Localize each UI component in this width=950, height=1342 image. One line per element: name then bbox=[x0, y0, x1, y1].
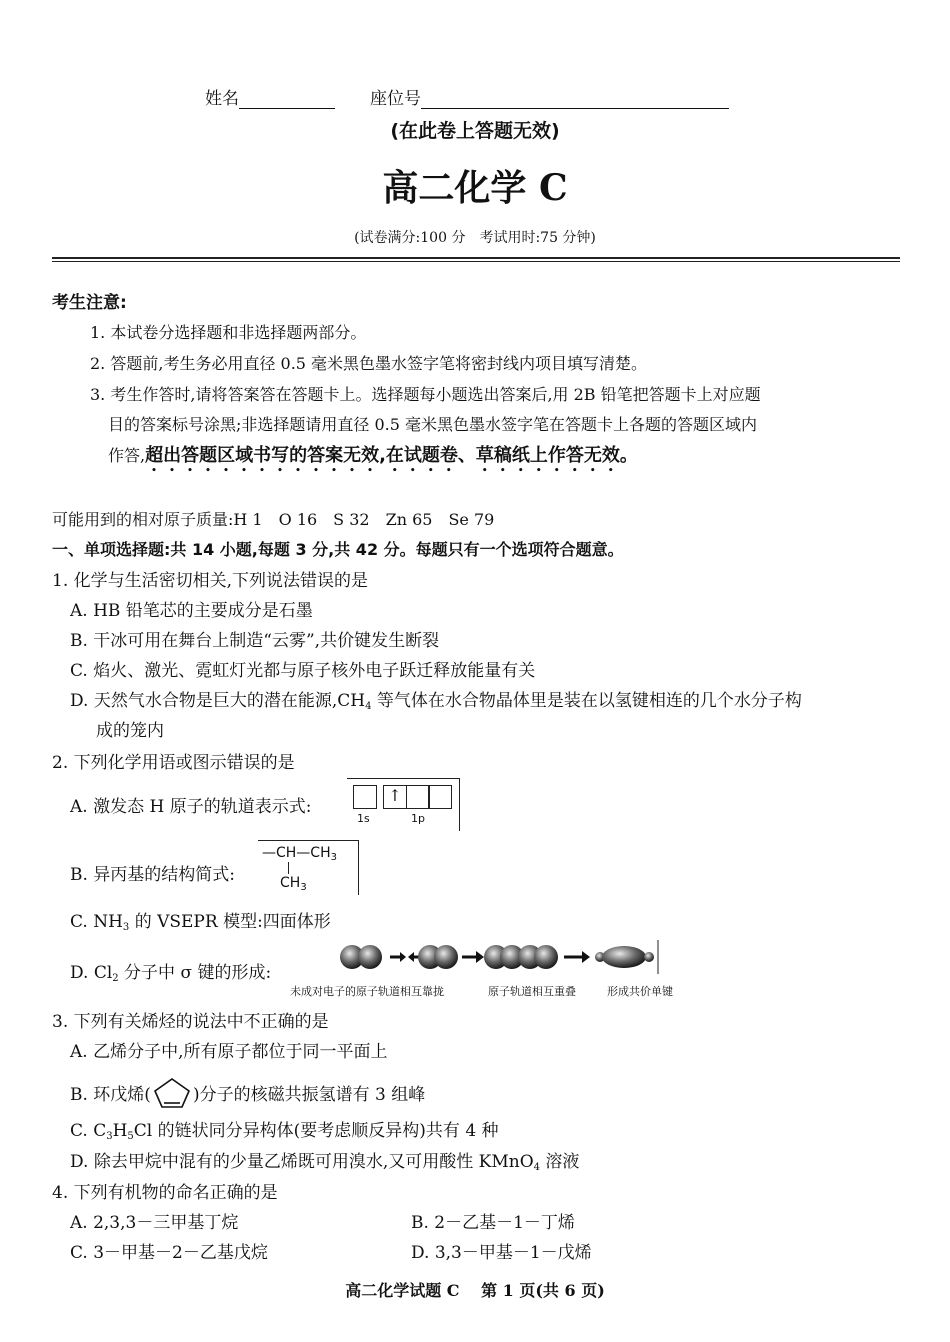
q3-b-pre: B. 环戊烯( bbox=[70, 1085, 151, 1105]
q1-option-d-line2: 成的笼内 bbox=[96, 721, 164, 741]
name-label: 姓名 bbox=[205, 89, 239, 109]
orbital-box-1s bbox=[353, 785, 377, 809]
q3-c-mid: H bbox=[112, 1121, 128, 1141]
q1-d-pre: D. 天然气水合物是巨大的潜在能源,CH bbox=[70, 691, 366, 711]
q2-option-c bbox=[70, 907, 331, 933]
q4-option-b: B. 2－乙基－1－丁烯 bbox=[411, 1213, 575, 1233]
orbital-label-1s: 1s bbox=[357, 812, 370, 825]
q3-c-pre: C. C bbox=[70, 1121, 107, 1141]
page-footer: 高二化学试题 C 第 1 页(共 6 页) bbox=[345, 1281, 605, 1300]
up-arrow-icon: ↑ bbox=[388, 786, 402, 805]
isopropyl-bottom-sub: 3 bbox=[300, 882, 307, 893]
q3-d-pre: D. 除去甲烷中混有的少量乙烯既可用溴水,又可用酸性 KMnO bbox=[70, 1152, 534, 1172]
q3-c-sub1: 3 bbox=[106, 1131, 113, 1142]
orbitals-approaching bbox=[340, 945, 422, 969]
q1-option-a: A. HB 铅笔芯的主要成分是石墨 bbox=[70, 601, 313, 621]
instruction-item-3-line2: 目的答案标号涂黑;非选择题请用直径 0.5 毫米黑色墨水签字笔在答题卡上各题的答题区域内 bbox=[108, 415, 758, 434]
orbital-boxes-1p bbox=[383, 785, 452, 809]
q2-option-b: B. 异丙基的结构简式: bbox=[70, 865, 236, 885]
q1-option-c: C. 焰火、激光、霓虹灯光都与原子核外电子跃迁释放能量有关 bbox=[70, 661, 536, 681]
q2-c-post: 的 VSEPR 模型:四面体形 bbox=[129, 912, 331, 932]
instruction-item-3-line1: 3. 考生作答时,请将答案答在答题卡上。选择题每小题选出答案后,用 2B 铅笔把答题卡上对应题 bbox=[90, 385, 761, 404]
q4-option-d: D. 3,3－甲基－1－戊烯 bbox=[411, 1243, 592, 1263]
isopropyl-top-text: —CH—CH bbox=[262, 845, 331, 861]
q3-option-d bbox=[70, 1147, 579, 1173]
q2-option-a: A. 激发态 H 原子的轨道表示式: bbox=[70, 797, 312, 817]
q2-d-pre: D. Cl bbox=[70, 963, 113, 983]
q3-c-sub2: 5 bbox=[127, 1131, 134, 1142]
atomic-masses: 可能用到的相对原子质量:H 1 O 16 S 32 Zn 65 Se 79 bbox=[52, 510, 495, 529]
q3-stem: 3. 下列有关烯烃的说法中不正确的是 bbox=[52, 1012, 329, 1032]
instruction-item-3-pre: 作答, bbox=[108, 446, 146, 465]
name-field bbox=[205, 84, 335, 109]
q4-stem: 4. 下列有机物的命名正确的是 bbox=[52, 1183, 278, 1203]
q3-d-post: 溶液 bbox=[540, 1152, 580, 1172]
page-title: 高二化学 C bbox=[382, 167, 568, 209]
isopropyl-bond bbox=[288, 862, 289, 874]
q3-c-post: Cl 的链状同分异构体(要考虑顺反异构)共有 4 种 bbox=[133, 1121, 499, 1141]
header-rule-thick bbox=[52, 257, 900, 259]
q2-d-post: 分子中 σ 键的形成: bbox=[118, 963, 272, 983]
orbitals-pair-2 bbox=[418, 945, 484, 969]
isopropyl-structure bbox=[258, 840, 359, 895]
isopropyl-bottom-text: CH bbox=[280, 875, 301, 891]
seat-label: 座位号 bbox=[370, 89, 421, 109]
q2-d-sub: 2 bbox=[112, 973, 119, 984]
q1-d-sub: 4 bbox=[365, 701, 372, 712]
q3-option-b bbox=[70, 1076, 425, 1110]
sigma-bond-figure bbox=[336, 938, 660, 976]
isopropyl-top bbox=[262, 845, 337, 863]
seat-field bbox=[370, 84, 729, 109]
instruction-emphasis: 超出答题区域书写的答案无效,在试题卷、草稿纸上作答无效。 bbox=[145, 445, 638, 466]
q1-option-d bbox=[70, 686, 802, 712]
q1-d-post: 等气体在水合物晶体里是装在以氢键相连的几个水分子构 bbox=[371, 691, 802, 711]
q3-d-sub: 4 bbox=[533, 1162, 541, 1173]
q2-stem: 2. 下列化学用语或图示错误的是 bbox=[52, 753, 295, 773]
instruction-item-3-line3 bbox=[108, 441, 638, 476]
isopropyl-bottom bbox=[280, 875, 307, 893]
instructions-heading: 考生注意: bbox=[52, 293, 127, 313]
seat-blank[interactable] bbox=[421, 90, 729, 109]
sigma-caption-3: 形成共价单键 bbox=[607, 985, 673, 998]
q1-stem: 1. 化学与生活密切相关,下列说法错误的是 bbox=[52, 571, 369, 591]
q2-option-d bbox=[70, 958, 271, 984]
orbital-label-1p: 1p bbox=[411, 812, 425, 825]
q1-option-b: B. 干冰可用在舞台上制造“云雾”,共价键发生断裂 bbox=[70, 631, 440, 651]
orbital-box-1p-b bbox=[406, 785, 430, 809]
exam-meta: (试卷满分:100 分 考试用时:75 分钟) bbox=[354, 230, 596, 246]
name-blank[interactable] bbox=[239, 90, 335, 109]
sigma-bond-result bbox=[595, 946, 654, 968]
sigma-caption-1: 未成对电子的原子轨道相互靠拢 bbox=[290, 985, 444, 998]
sigma-caption-2: 原子轨道相互重叠 bbox=[488, 985, 576, 998]
q3-option-c bbox=[70, 1116, 499, 1142]
cyclopentene-icon bbox=[151, 1076, 193, 1110]
q3-b-post: )分子的核磁共振氢谱有 3 组峰 bbox=[192, 1085, 426, 1105]
orbital-diagram bbox=[347, 778, 460, 831]
instruction-item-1: 1. 本试卷分选择题和非选择题两部分。 bbox=[90, 323, 367, 342]
isopropyl-top-sub: 3 bbox=[330, 852, 337, 863]
invalid-notice: (在此卷上答题无效) bbox=[390, 120, 560, 142]
q2-c-pre: C. NH bbox=[70, 912, 123, 932]
instruction-item-2: 2. 答题前,考生务必用直径 0.5 毫米黑色墨水签字笔将密封线内项目填写清楚。 bbox=[90, 354, 648, 373]
q4-option-a: A. 2,3,3－三甲基丁烷 bbox=[70, 1213, 239, 1233]
section-heading: 一、单项选择题:共 14 小题,每题 3 分,共 42 分。每题只有一个选项符合题意。 bbox=[52, 540, 624, 559]
orbitals-overlapping bbox=[484, 945, 590, 969]
q2-c-sub: 3 bbox=[122, 922, 130, 933]
orbital-box-1p-c bbox=[428, 785, 452, 809]
q4-option-c: C. 3－甲基－2－乙基戊烷 bbox=[70, 1243, 268, 1263]
q3-option-a: A. 乙烯分子中,所有原子都位于同一平面上 bbox=[70, 1042, 388, 1062]
orbital-box-1p-a bbox=[383, 785, 407, 809]
header-rule-thin bbox=[52, 261, 900, 262]
